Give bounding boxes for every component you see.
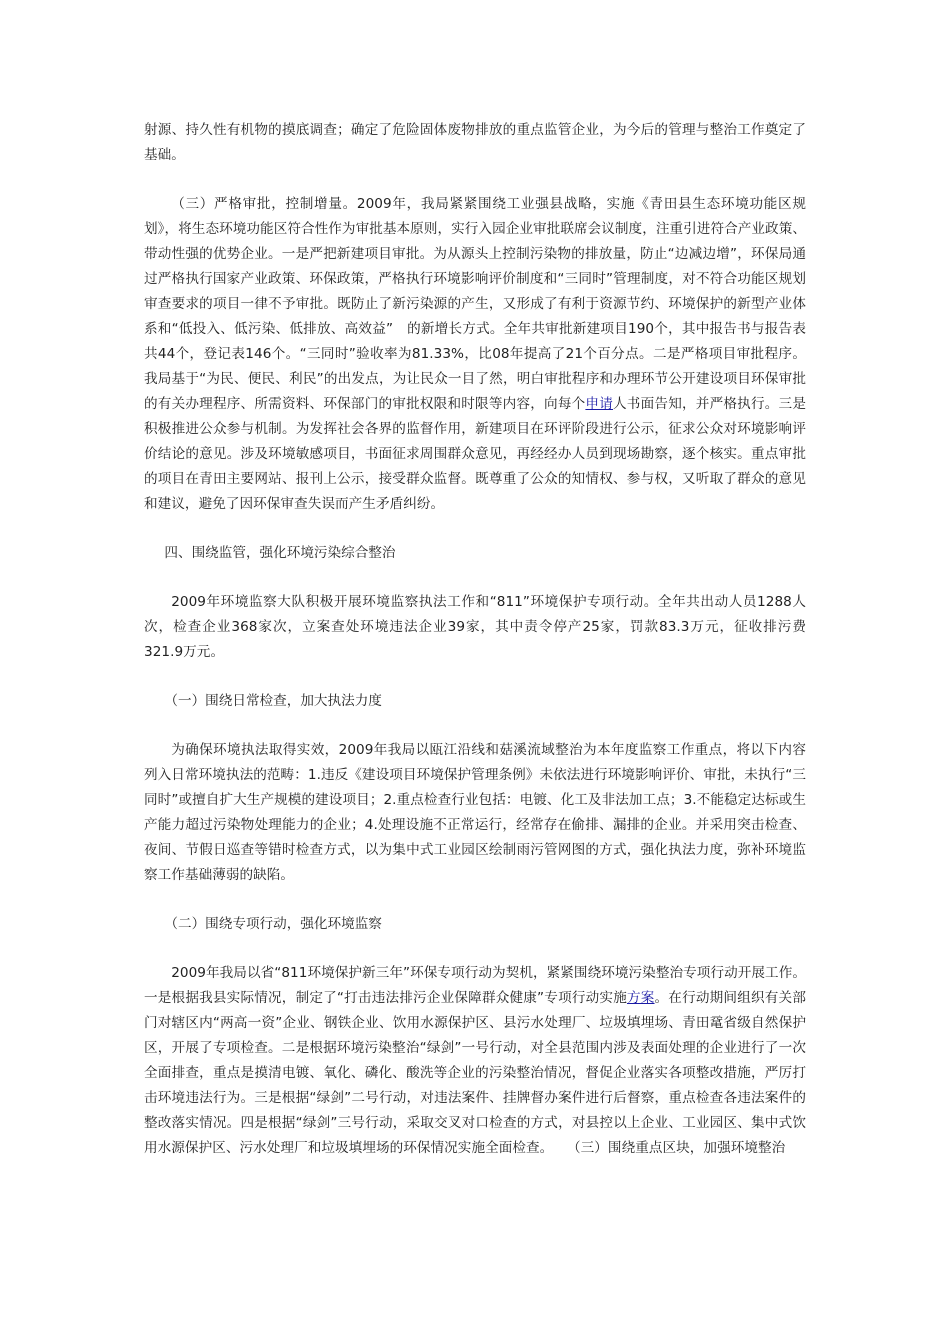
paragraph-special-action <box>144 961 806 1161</box>
paragraph-pollution-survey: 射源、持久性有机物的摸底调查；确定了危险固体废物排放的重点监管企业，为今后的管理与整治工作奠定了基础。 <box>144 122 806 163</box>
section-heading-supervision: 四、围绕监管，强化环境污染综合整治 <box>164 545 396 561</box>
spacer <box>144 937 806 961</box>
apply-link[interactable]: 申请 <box>585 396 614 412</box>
paragraph-daily-inspection: 为确保环境执法取得实效，2009年我局以瓯江沿线和菇溪流域整治为本年度监察工作重点，将以下内容列入日常环境执法的范畴：1.违反《建设项目环境保护管理条例》未依法进行环境影响评价、审批，未执行“三同时”或擅自扩大生产规模的建设项目；2.重点检查行业包括：电镀、化工及非法加工点；3.不能稳定达标或生产能力超过污染物处理能力的企业；4.处理设施不正常运行，经常存在偷排、漏排的企业。并采用突击检查、夜间、节假日巡查等错时检查方式，以为集中式工业园区绘制雨污管网图的方式，强化执法力度，弥补环境监察工作基础薄弱的缺陷。 <box>144 742 806 883</box>
spacer <box>144 168 806 192</box>
paragraph-text: 人书面告知，并严格执行。三是积极推进公众参与机制。为发挥社会各界的监督作用，新建项目在环评阶段进行公示，征求公众对环境影响评价结论的意见。涉及环境敏感项目，书面征求周围群众意见，再经经办人员到现场勘察，逐个核实。重点审批的项目在青田主要网站、报刊上公示，接受群众监督。既尊重了公众的知情权、参与权，又听取了群众的意见和建议，避免了因环保审查失误而产生矛盾纠纷。 <box>144 396 806 512</box>
paragraph-text: （三）严格审批，控制增量。2009年，我局紧紧围绕工业强县战略，实施《青田县生态环境功能区规划》，将生态环境功能区符合性作为审批基本原则，实行入园企业审批联席会议制度，注重引进符合产业政策、带动性强的优势企业。一是严把新建项目审批。为从源头上控制污染物的排放量，防止“边减边增”，环保局通过严格执行国家产业政策、环保政策，严格执行环境影响评价制度和“三同时”管理制度，对不符合功能区规划审查要求的项目一律不予审批。既防止了新污染源的产生，又形成了有利于资源节约、环境保护的新型产业体系和“低投入、低污染、低排放、高效益” 的新增长方式。全年共审批新建项目190个，其中报告书与报告表共44个，登记表146个。“三同时”验收率为81.33%，比08年提高了21个百分点。二是严格项目审批程序。我局基于“为民、便民、利民”的出发点，为让民众一目了然，明白审批程序和办理环节公开建设项目环保审批的有关办理程序、所需资料、环保部门的审批权限和时限等内容，向每个 <box>144 196 806 412</box>
subheading-special-action: （二）围绕专项行动，强化环境监察 <box>164 916 382 932</box>
paragraph-text: 。在行动期间组织有关部门对辖区内“两高一资”企业、钢铁企业、饮用水源保护区、县污水处理厂、垃圾填埋场、青田鼋省级自然保护区，开展了专项检查。二是根据环境污染整治“绿剑”一号行动，对全县范围内涉及表面处理的企业进行了一次全面排查，重点是摸清电镀、氧化、磷化、酸洗等企业的污染整治情况，督促企业落实各项整改措施，严厉打击环境违法行为。三是根据“绿剑”二号行动，对违法案件、挂牌督办案件进行后督察，重点检查各违法案件的整改落实情况。四是根据“绿剑”三号行动，采取交叉对口检查的方式，对县控以上企业、工业园区、集中式饮用水源保护区、污水处理厂和垃圾填埋场的环保情况实施全面检查。 （三）围绕重点区块，加强环境整治 <box>144 990 806 1156</box>
plan-link[interactable]: 方案 <box>626 990 655 1006</box>
spacer <box>144 566 806 590</box>
paragraph-text: 2009年我局以省“811环境保护新三年”环保专项行动为契机，紧紧围绕环境污染整治专项行动开展工作。一是根据我县实际情况，制定了“打击违法排污企业保障群众健康”专项行动实施 <box>144 965 806 1006</box>
spacer <box>144 665 806 689</box>
subheading-daily-inspection: （一）围绕日常检查，加大执法力度 <box>164 693 382 709</box>
spacer <box>144 517 806 541</box>
spacer <box>144 888 806 912</box>
paragraph-strict-approval <box>144 192 806 517</box>
paragraph-inspection-summary: 2009年环境监察大队积极开展环境监察执法工作和“811”环境保护专项行动。全年共出动人员1288人次，检查企业368家次，立案查处环境违法企业39家，其中责令停产25家，罚款83.3万元，征收排污费321.9万元。 <box>144 594 806 660</box>
spacer <box>144 714 806 738</box>
